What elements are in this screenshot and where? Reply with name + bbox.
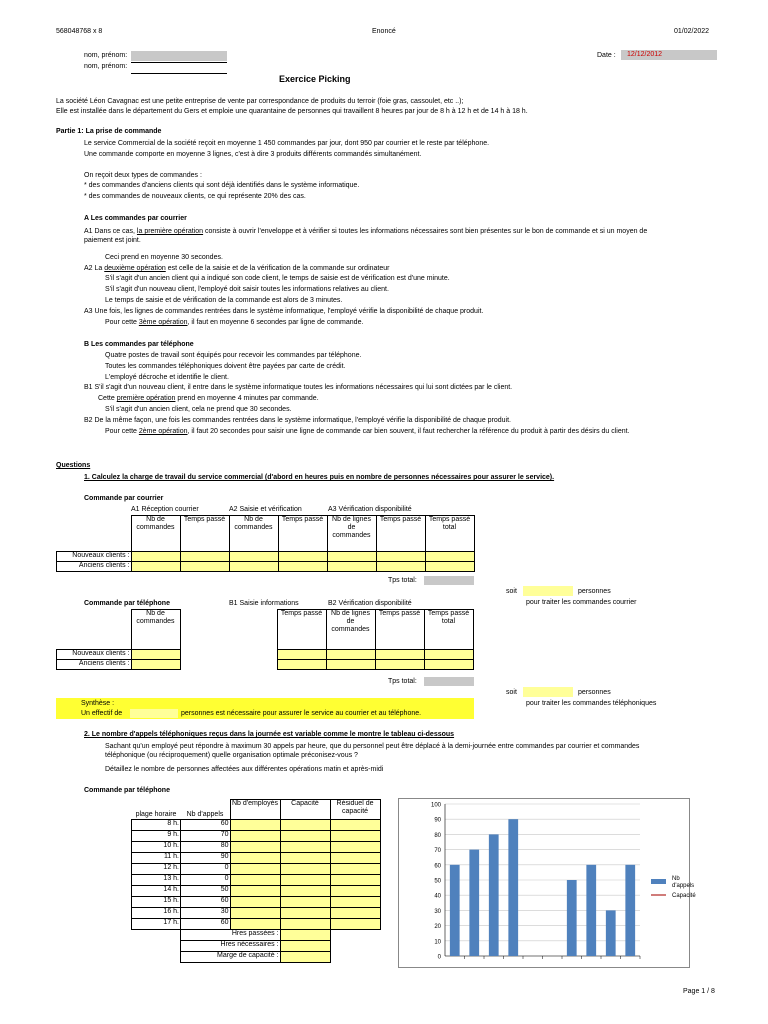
y-tick-label: 10	[434, 939, 441, 946]
tel-tps-total-label: Tps total:	[388, 678, 417, 685]
col-temps: Temps passé	[180, 516, 229, 552]
cell-input[interactable]	[278, 562, 327, 572]
cell-input[interactable]	[425, 552, 474, 562]
hours-row	[132, 864, 381, 875]
hour-label: 8 h.	[132, 820, 181, 831]
b-line-1: Quatre postes de travail sont équipés pour recevoir les commandes par téléphone.	[105, 352, 362, 359]
y-tick-label: 60	[434, 863, 441, 870]
a3-line: A3 Une fois, les lignes de commandes rentrées dans le système informatique, l'employé vérifie la disponibilité de chaque produit.	[84, 308, 484, 315]
a1-time: Ceci prend en moyenne 30 secondes.	[105, 254, 223, 261]
a3-post: , il faut en moyenne 6 secondes par ligne de commande.	[187, 319, 364, 326]
cell-input[interactable]	[280, 930, 330, 941]
hours-row	[132, 875, 381, 886]
courrier-group-a1: A1 Réception courrier	[131, 506, 199, 513]
calls-value: 60	[181, 897, 231, 908]
row-new-clients: Nouveaux clients :	[57, 552, 132, 562]
b-line-2: Toutes les commandes téléphoniques doivent être payées par carte de crédit.	[105, 363, 346, 370]
hour-label: 17 h.	[132, 919, 181, 930]
cell-input[interactable]	[230, 842, 280, 853]
legend-label-calls: Nb	[672, 876, 680, 882]
hours-row	[132, 820, 381, 831]
courrier-soit: soit	[506, 588, 517, 595]
a3-underlined: 3ème opération	[138, 319, 188, 326]
part1-types-intro: On reçoit deux types de commandes :	[84, 172, 202, 179]
hours-row	[132, 897, 381, 908]
y-tick-label: 50	[434, 878, 441, 885]
col-plage-horaire: plage horaire	[135, 811, 177, 818]
a2-old-client: S'il s'agit d'un ancien client qui a indiqué son code client, le temps de saisie est de vérification est d'une minute.	[105, 275, 450, 282]
cell-input[interactable]	[131, 562, 180, 572]
bar-14h	[567, 880, 577, 956]
cell-input[interactable]	[229, 562, 278, 572]
b-line-3: L'employé décroche et identifie le client.	[105, 374, 229, 381]
y-tick-label: 90	[434, 817, 441, 824]
calls-value: 60	[181, 919, 231, 930]
cell-input[interactable]	[375, 650, 424, 660]
tel-personnes: personnes	[578, 689, 611, 696]
courrier-tps-total-field[interactable]	[424, 576, 474, 585]
cell-input[interactable]	[131, 552, 180, 562]
cell-input[interactable]	[230, 886, 280, 897]
tel-table	[56, 609, 474, 670]
cell-input[interactable]	[229, 552, 278, 562]
legend-label-calls-2: d'appels	[672, 883, 695, 889]
cell-input[interactable]	[330, 908, 380, 919]
cell-input[interactable]	[280, 831, 330, 842]
cell-input[interactable]	[280, 864, 330, 875]
courrier-tps-total-label: Tps total:	[388, 577, 417, 584]
a1-line-2: paiement est joint.	[84, 237, 141, 244]
hour-label: 10 h.	[132, 842, 181, 853]
hours-row	[132, 919, 381, 930]
a3-time-line	[105, 318, 363, 327]
part1-type-2: * des commandes de nouveaux clients, ce qui représente 20% des cas.	[84, 193, 306, 200]
col-temps: Temps passé	[277, 610, 326, 650]
b1-time-line	[98, 394, 319, 403]
effectif-field[interactable]	[130, 709, 178, 718]
cell-input[interactable]	[280, 908, 330, 919]
section-b-title: B Les commandes par téléphone	[84, 341, 194, 348]
courrier-title: Commande par courrier	[84, 495, 164, 502]
effectif-pre: Un effectif de	[81, 710, 123, 717]
b2-underlined: 2ème opération	[138, 428, 188, 435]
b1-line: B1 S'il s'agit d'un nouveau client, il entre dans le système informatique toutes les informations nécessaires qui lui sont dictées par le client.	[84, 384, 513, 391]
cell-input[interactable]	[330, 853, 380, 864]
effectif-post: personnes est nécessaire pour assurer le service au courrier et au téléphone.	[181, 710, 422, 717]
cell-input[interactable]	[424, 660, 473, 670]
bar-8h	[450, 865, 460, 956]
cell-input[interactable]	[280, 919, 330, 930]
tel-title-2: Commande par téléphone	[84, 787, 170, 794]
col-capacite: Capacité	[280, 800, 330, 820]
cell-input[interactable]	[280, 886, 330, 897]
hours-row	[132, 831, 381, 842]
cell-input[interactable]	[425, 562, 474, 572]
q2-line-1: Sachant qu'un employé peut répondre à maximum 30 appels par heure, que du personnel peut être déplacé à la demi-journée entre commandes par courrier et commandes	[105, 743, 640, 750]
bar-11h	[508, 819, 518, 956]
courrier-personnes: personnes	[578, 588, 611, 595]
questions-title: Questions	[56, 462, 91, 469]
row-old-clients: Anciens clients :	[57, 562, 132, 572]
a2-new-time: Le temps de saisie et de vérification de la commande est alors de 3 minutes.	[105, 297, 343, 304]
col-residuel: Résiduel de capacité	[330, 800, 380, 820]
col-nb-lignes: Nb de lignes de commandes	[326, 610, 375, 650]
b1-post: prend en moyenne 4 minutes par commande.	[175, 395, 319, 402]
hour-label: 9 h.	[132, 831, 181, 842]
y-tick-label: 100	[430, 802, 441, 809]
cell-input[interactable]	[131, 660, 180, 670]
hour-label: 16 h.	[132, 908, 181, 919]
col-nb-commandes: Nb de commandes	[131, 516, 180, 552]
part1-title: Partie 1: La prise de commande	[56, 128, 162, 135]
hour-label: 12 h.	[132, 864, 181, 875]
bar-16h	[606, 910, 616, 956]
hours-row	[132, 886, 381, 897]
cell-input[interactable]	[278, 552, 327, 562]
cell-input[interactable]	[330, 820, 380, 831]
name-label-1: nom, prénom:	[84, 52, 128, 59]
hours-footer-row	[132, 941, 381, 952]
hours-row	[132, 853, 381, 864]
calls-chart	[398, 798, 696, 968]
part1-p2: Une commande comporte en moyenne 3 lignes, c'est à dire 3 produits différents commandés simultanément.	[84, 151, 422, 158]
courrier-group-a2: A2 Saisie et vérification	[229, 506, 302, 513]
hour-label: 13 h.	[132, 875, 181, 886]
hour-label: 11 h.	[132, 853, 181, 864]
a2-new-client: S'il s'agit d'un nouveau client, l'employé doit saisir toutes les informations relatives au client.	[105, 286, 389, 293]
cell-input[interactable]	[330, 919, 380, 930]
row-old-clients: Anciens clients :	[57, 660, 132, 670]
cell-input[interactable]	[280, 820, 330, 831]
y-tick-label: 30	[434, 908, 441, 915]
synthese-box	[56, 698, 474, 719]
cell-input[interactable]	[180, 552, 229, 562]
legend-label-capacity: Capacité	[672, 893, 696, 899]
col-nb-commandes: Nb de commandes	[229, 516, 278, 552]
tel-tps-total-field[interactable]	[424, 677, 474, 686]
cell-input[interactable]	[230, 853, 280, 864]
a2-post: est celle de la saisie et de la vérification de la commande sur ordinateur	[165, 265, 390, 272]
cell-input[interactable]	[376, 552, 425, 562]
part1-type-1: * des commandes d'anciens clients qui sont déjà identifiés dans le système informatique.	[84, 182, 360, 189]
a1-line	[84, 227, 647, 236]
name-label-2: nom, prénom:	[84, 63, 128, 70]
q2-line-2: téléphonique (ou réciproquement) quelle organisation optimale préconisez-vous ?	[105, 752, 358, 759]
cell-input[interactable]	[230, 864, 280, 875]
tel-persons-field[interactable]	[523, 687, 573, 697]
synthese-label: Synthèse :	[81, 700, 115, 707]
date-label: Date :	[597, 52, 616, 59]
cell-input[interactable]	[131, 650, 180, 660]
cell-input[interactable]	[330, 886, 380, 897]
cell-input[interactable]	[230, 875, 280, 886]
section-a-title: A Les commandes par courrier	[84, 215, 187, 222]
page-title: Exercice Picking	[279, 74, 351, 84]
bar-9h	[469, 850, 479, 956]
name-field-2[interactable]	[131, 62, 227, 74]
a3-pre: Pour cette	[105, 319, 139, 326]
bar-17h	[625, 865, 635, 956]
b2-time-line	[105, 427, 630, 436]
hours-footer-label: Hres nécessaires :	[181, 941, 281, 952]
calls-value: 90	[181, 853, 231, 864]
b2-line: B2 De la même façon, une fois les commandes rentrées dans le système informatique, l'employé vérifie la disponibilité de chaque produit.	[84, 417, 512, 424]
courrier-table	[56, 515, 475, 572]
date-field[interactable]: 12/12/2012	[621, 50, 717, 60]
cell-input[interactable]	[327, 562, 376, 572]
hour-label: 14 h.	[132, 886, 181, 897]
b1-underlined: première opération	[116, 395, 176, 402]
a2-line	[84, 264, 389, 273]
courrier-group-a3: A3 Vérification disponibilité	[328, 506, 412, 513]
col-temps: Temps passé	[376, 516, 425, 552]
y-tick-label: 80	[434, 832, 441, 839]
y-tick-label: 70	[434, 848, 441, 855]
cell-input[interactable]	[230, 908, 280, 919]
courrier-persons-field[interactable]	[523, 586, 573, 596]
question-1: 1. Calculez la charge de travail du service commercial (d'abord en heures puis en nombre de personnes nécessaires pour assurer le service).	[84, 474, 555, 481]
b1-old-client: S'il s'agit d'un ancien client, cela ne prend que 30 secondes.	[105, 406, 292, 413]
cell-input[interactable]	[277, 650, 326, 660]
footer-page: Page 1 / 8	[683, 988, 715, 995]
a2-pre: A2 La	[84, 265, 105, 272]
cell-input[interactable]	[330, 831, 380, 842]
cell-input[interactable]	[330, 842, 380, 853]
tel-pour: pour traiter les commandes téléphoniques	[526, 700, 657, 707]
col-temps-total: Temps passé total	[425, 516, 474, 552]
tel-group-b1: B1 Saisie informations	[229, 600, 299, 607]
cell-input[interactable]	[330, 897, 380, 908]
header-right: 01/02/2022	[674, 28, 710, 35]
calls-chart-svg	[399, 799, 696, 967]
hours-footer-label: Marge de capacité :	[181, 952, 281, 963]
cell-input[interactable]	[280, 897, 330, 908]
cell-input[interactable]	[326, 660, 375, 670]
calls-value: 0	[181, 864, 231, 875]
cell-input[interactable]	[280, 842, 330, 853]
hours-row	[132, 842, 381, 853]
cell-input[interactable]	[230, 897, 280, 908]
cell-input[interactable]	[327, 552, 376, 562]
cell-input[interactable]	[230, 820, 280, 831]
intro-line-1: La société Léon Cavagnac est une petite entreprise de vente par correspondance de produits du terroir (foie gras, cassoulet, etc ..);	[56, 98, 464, 105]
a1-pre: A1 Dans ce cas,	[84, 228, 137, 235]
cell-input[interactable]	[375, 660, 424, 670]
tel-title: Commande par téléphone	[84, 600, 170, 607]
cell-input[interactable]	[280, 853, 330, 864]
tel-soit: soit	[506, 689, 517, 696]
bar-10h	[489, 834, 499, 956]
calls-value: 80	[181, 842, 231, 853]
question-2: 2. Le nombre d'appels téléphoniques reçus dans la journée est variable comme le montre le tableau ci-dessous	[84, 731, 455, 738]
y-tick-label: 0	[437, 954, 441, 961]
intro-line-2: Elle est installée dans le département du Gers et emploie une quarantaine de personnes qui travaillent 8 heures par jour de 8 h à 12 h et de 14 h à 18 h.	[56, 108, 528, 115]
cell-input[interactable]	[330, 864, 380, 875]
a1-underlined: la première opération	[136, 228, 204, 235]
calls-value: 0	[181, 875, 231, 886]
y-tick-label: 20	[434, 924, 441, 931]
b2-post: , il faut 20 secondes pour saisir une ligne de commande car bien souvent, il faut rechercher la référence du produit à partir des désirs du client.	[187, 428, 630, 435]
col-nb-employes: Nb d'employés	[230, 800, 280, 820]
cell-input[interactable]	[326, 650, 375, 660]
col-temps-total: Temps passé total	[424, 610, 473, 650]
hours-footer-label: Hres passées :	[181, 930, 281, 941]
bar-15h	[586, 865, 596, 956]
y-tick-label: 40	[434, 893, 441, 900]
part1-p1: Le service Commercial de la société reçoit en moyenne 1 450 commandes par jour, dont 950 par courrier et le reste par téléphone.	[84, 140, 490, 147]
cell-input[interactable]	[180, 562, 229, 572]
courrier-pour: pour traiter les commandes courrier	[526, 599, 637, 606]
col-nb-commandes: Nb de commandes	[131, 610, 180, 650]
cell-input[interactable]	[280, 941, 330, 952]
hours-footer-row	[132, 930, 381, 941]
cell-input[interactable]	[330, 875, 380, 886]
b2-pre: Pour cette	[105, 428, 139, 435]
row-new-clients: Nouveaux clients :	[57, 650, 132, 660]
calls-value: 30	[181, 908, 231, 919]
b1-pre: Cette	[98, 395, 117, 402]
col-nb-lignes: Nb de lignes de commandes	[327, 516, 376, 552]
hours-row	[132, 908, 381, 919]
col-temps: Temps passé	[278, 516, 327, 552]
a1-post: consiste à ouvrir l'enveloppe et à vérifier si toutes les informations nécessaires sont bien présentes sur le bon de commande et si un moyen de	[203, 228, 648, 235]
cell-input[interactable]	[280, 952, 330, 963]
hours-footer-row	[132, 952, 381, 963]
cell-input[interactable]	[277, 660, 326, 670]
col-temps: Temps passé	[375, 610, 424, 650]
name-field-1[interactable]	[131, 51, 227, 61]
cell-input[interactable]	[424, 650, 473, 660]
calls-value: 50	[181, 886, 231, 897]
hours-table	[131, 799, 381, 963]
cell-input[interactable]	[230, 831, 280, 842]
col-nb-appels: Nb d'appels	[186, 811, 224, 818]
hour-label: 15 h.	[132, 897, 181, 908]
header-center: Enoncé	[372, 28, 396, 35]
legend-swatch-calls	[651, 879, 666, 884]
calls-value: 60	[181, 820, 231, 831]
q2-line-3: Détaillez le nombre de personnes affectées aux différentes opérations matin et après-midi	[105, 766, 384, 773]
cell-input[interactable]	[230, 919, 280, 930]
a2-underlined: deuxième opération	[104, 265, 166, 272]
calls-value: 70	[181, 831, 231, 842]
tel-group-b2: B2 Vérification disponibilité	[328, 600, 412, 607]
header-left: 568048768 x 8	[56, 28, 103, 35]
cell-input[interactable]	[280, 875, 330, 886]
cell-input[interactable]	[376, 562, 425, 572]
